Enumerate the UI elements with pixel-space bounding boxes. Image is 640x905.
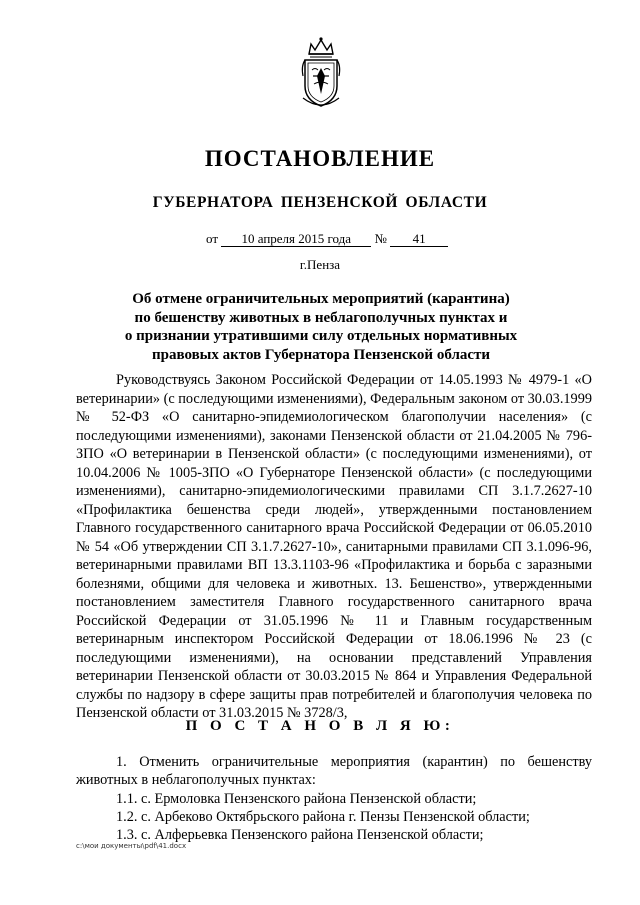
number-prefix: № <box>374 231 387 246</box>
coat-of-arms-icon <box>295 36 347 110</box>
heading-line: по бешенству животных в неблагополучных пунктах и <box>134 309 508 326</box>
heading-line: о признании утратившими силу отдельных нормативных <box>124 328 518 344</box>
document-number: 41 <box>390 231 448 247</box>
document-subtitle: ГУБЕРНАТОРА ПЕНЗЕНСКОЙ ОБЛАСТИ <box>152 194 488 211</box>
heading-line: правовых актов Губернатора Пензенской области <box>151 346 491 363</box>
decree-word: П О С Т А Н О В Л Я Ю: <box>185 718 455 734</box>
decree-items <box>76 753 592 844</box>
document-date: 10 апреля 2015 года <box>221 231 371 247</box>
date-prefix: от <box>206 231 219 246</box>
decree-item: 1. Отменить ограничительные мероприятия (карантин) по бешенству животных в неблагополучных пунктах: <box>76 754 592 789</box>
document-heading <box>110 290 532 364</box>
file-path-footer: c:\мои документы\pdf\41.docx <box>76 842 187 850</box>
decree-item: 1.3. с. Алферьевка Пензенского района Пензенской области; <box>116 827 484 844</box>
preamble-text: Руководствуясь Законом Российской Федерации от 14.05.1993 № 4979-1 «О ветеринарии» (с последующими изменениями), Федеральным законом от 30.03.1999 № 52-ФЗ «О санитарно-эпидемиологическом благополучии населения» (с последующими изменениями), законами Пензенской области от 21.04.2005 № 796-ЗПО «О ветеринарии в Пензенской области» (с последующими изменениями), от 10.04.2006 № 1005-ЗПО «О Губернаторе Пензенской области» (с последующими изменениями), санитарно-эпидемиологическими правилами СП 3.1.7.2627-10 «Профилактика бешенства среди людей», утвержденными постановлением Главного государственного санитарного врача Российской Федерации от 06.05.2010 № 54 «Об утверждении СП 3.1.7.2627-10», санитарными правилами СП 3.1.096-96, ветеринарными правилами ВП 13.3.1103-96 «Профилактика и борьба с заразными болезнями, общими для человека и животных. 13. Бешенство», утвержденными постановлением заместителя Главного государственного санитарного врача Российской Федерации от 31.05.1996 № 11 и Главным государственным ветеринарным инспектором Российской Федерации от 18.06.1996 № 23 (с последующими изменениями), на основании представлений Управления ветеринарии Пензенской области от 30.03.2015 № 864 и Управления Федеральной службы по надзору в сфере защиты прав потребителей и благополучия человека по Пензенской области от 31.03.2015 № 3728/3, <box>76 372 592 721</box>
document-title: ПОСТАНОВЛЕНИЕ <box>204 146 436 171</box>
heading-line: Об отмене ограничительных мероприятий (карантина) <box>132 291 510 307</box>
decree-item: 1.2. с. Арбеково Октябрьского района г. Пензы Пензенской области; <box>116 808 530 825</box>
document-city: г.Пенза <box>299 257 341 272</box>
date-number-line <box>206 231 448 247</box>
decree-item: 1.1. с. Ермоловка Пензенского района Пензенской области; <box>116 790 477 807</box>
preamble <box>76 371 592 723</box>
